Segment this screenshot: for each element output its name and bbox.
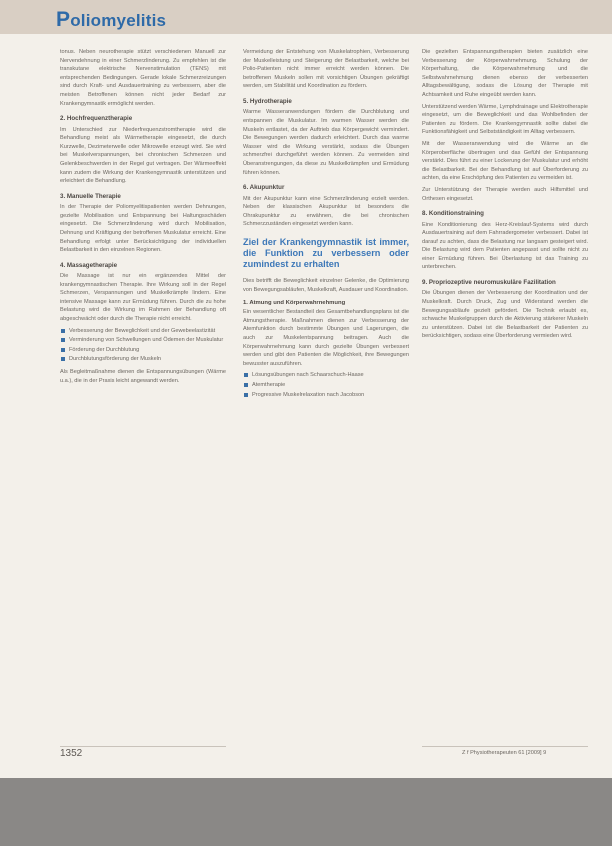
page-number: 1352: [60, 748, 83, 759]
section-6-heading: 6. Akupunktur: [243, 184, 285, 192]
highlight-text: Dies betrifft die Beweglichkeit einzelner Gelenke, die Optimierung von Bewegungsabläufen, Muskelkraft, Ausdauer und Koordination.: [243, 277, 409, 293]
section-5-heading: 5. Hydrotherapie: [243, 97, 292, 105]
section-9-heading: 9. Propriozeptive neuromuskuläre Fazilitation: [422, 279, 556, 287]
column2-intro: Vermeidung der Entstehung von Muskelatrophien, Verbesserung der Muskelleistung und Steigerung der Belastbarkeit, welche bei Polio-Patienten nicht immer erreicht werden können. Die betroffenen Muskeln sollen mit vorsichtigen Übungen gekräftigt werden, um Stabilität und Koordination zu fördern.: [243, 49, 409, 90]
page-title: [56, 8, 166, 32]
section-4-text: Die Massage ist nur ein ergänzendes Mittel der krankengymnastischen Therapie. Ihre Wirkung soll in der Regel Schmerzen, Verspannungen und Muskelkrämpfe lindern. Eine intensive Massage kann zur Ermüdung führen. Durch die zu hohe Belastung wird die Wirkung im Rahmen der Behandlung oft abgeschwächt oder durch die Therapie nicht erreicht.: [60, 273, 226, 323]
highlight-heading: Ziel der Krankengymnastik ist immer, die Funktion zu verbessern oder zumindest zu erhalten: [243, 236, 409, 269]
column1-intro: tonus. Neben neurotherapie stützt verschiedenen Manuell zur Nervendehnung in einer Schmerzlinderung. Zu empfehlen ist die transkutane elektrische Nervenstimulation (TENS) mit entsprechenden Bedingungen. Gerade lokale Schmerzreizungen sind durch Kraft- und Ausdauertraining zu verbessern, aber die meisten Betroffenen können nicht jeder Bedarf zur Krankengymnastik ermöglicht werden.: [60, 49, 226, 107]
title-initial: P: [56, 8, 71, 31]
section-1-heading: 1. Atmung und Körperwahrnehmung: [243, 300, 346, 307]
footer-rule: [422, 746, 588, 747]
column3-intro: Die gezielten Entspannungstherapien bieten zusätzlich eine Verbesserung der Körperwahrnehmung. Schulung der Körperhaltung, die Körperwahrnehmung und die Selbstwahrnehmung dienen ebenso der verbesserten Alltagsbewältigung, sodass die Lösung der Therapie mit Achtsamkeit und Ruhe eingeübt werden kann.: [422, 49, 588, 98]
section-6-text: Mit der Akupunktur kann eine Schmerzlinderung erzielt werden. Neben der klassischen Akupunktur ist besonders die Ohrakupunktur zu erwähnen, die bei chronischen Schmerzzuständen eingesetzt werden kann.: [243, 195, 409, 228]
section-2-text: Im Unterschied zur Niederfrequenzstromtherapie wird die Behandlung meist als Wärmetherapie eingesetzt, die durch Kurzwelle, Dezimeterwelle oder Mikrowelle erzeugt wird. Sie wird bei Muskelverspannungen, bei chronischen Schmerzen und Gelenkbeschwerden in der Regel gut vertragen. Der Wärmeeffekt kann zudem die Wirkung der Krankengymnastik unterstützen und erleichtert die Behandlung.: [60, 126, 226, 185]
relaxation-methods-list: [243, 371, 409, 399]
list-item: Atemtherapie: [243, 381, 409, 390]
text-column-1: [60, 48, 226, 388]
section-8-text: Eine Konditionierung des Herz-Kreislauf-Systems wird durch Ausdauertraining auf dem Fahrradergometer verbessert. Dabei ist darauf zu achten, dass die Belastung nur langsam gesteigert wird. Die Belastung wird dem Patienten angepasst und sollte nicht zu einer Ermüdung führen. Bei Überlastung ist das Training zu unterbrechen.: [422, 221, 588, 271]
title-rest: oliomyelitis: [70, 11, 167, 30]
section-2-heading: 2. Hochfrequenztherapie: [60, 115, 133, 123]
section-3-text: In der Therapie der Poliomyelitispatienten werden Dehnungen, gezielte Mobilisation und Entspannung bei Haltungsschäden eingesetzt. Die Schmerzlinderung wird durch Mobilisation, Dehnung und Kräftigung der betroffenen Muskulatur erreicht. Eine Behandlung erfolgt unter Berücksichtigung der individuellen Belastbarkeit in den einzelnen Regionen.: [60, 204, 226, 254]
section-8-heading: 8. Konditionstraining: [422, 210, 484, 218]
section-3-heading: 3. Manuelle Therapie: [60, 192, 121, 200]
column3-paragraph: Unterstützend werden Wärme, Lymphdrainage und Elektrotherapie eingesetzt, um die Beweglichkeit und das Wohlbefinden der Patienten zu fördern. Die Krankengymnastik sollte dabei die Funktionsfähigkeit und Selbstständigkeit im Alltag verbessern.: [422, 103, 588, 136]
column1-outro: Als Begleitmaßnahme dienen die Entspannungsübungen (Wärme u.a.), die in der Praxis leicht angewandt werden.: [60, 369, 226, 384]
section-1-text: Ein wesentlicher Bestandteil des Gesamtbehandlungsplans ist die Atmungstherapie. Maßnahmen dienen zur Verbesserung der Atemfunktion durch bestimmte Übungen und Lagerungen, die auch zur Muskelentspannung beitragen. Auch die Körperwahrnehmung kann durch gezielte Übungen verbessert werden und gibt den Patienten die Möglichkeit, ihre Bewegungen bewusster auszuführen.: [243, 309, 409, 367]
section-5-text: Warme Wasseranwendungen fördern die Durchblutung und entspannen die Muskulatur. Im warmen Wasser werden die Muskeln entlastet, da der Auftrieb das Körpergewicht vermindert. Die Bewegungen werden dadurch erleichtert. Durch das warme Wasser wird die Wirkung verstärkt, sodass die Übungen schmerzfrei durchgeführt werden können. Zu vermeiden sind Überanstrengungen, da diese zu Muskelkrämpfen und Ermüdung führen können.: [243, 109, 409, 176]
list-item: Verbesserung der Beweglichkeit und der Gewebeelastizität: [60, 327, 226, 336]
column3-paragraph: Zur Unterstützung der Therapie werden auch Hilfsmittel und Orthesen eingesetzt.: [422, 186, 588, 202]
text-column-3: [422, 48, 588, 344]
section-9-text: Die Übungen dienen der Verbesserung der Koordination und der Muskelkraft. Durch Druck, Zug und Widerstand werden die Bewegungsabläufe gezielt gefördert. Die Technik erlaubt es, schwache Muskelgruppen durch die Aktivierung stärkerer Muskeln zu unterstützen. Dabei ist die Belastbarkeit der Patienten zu berücksichtigen, sodass eine Überforderung vermieden wird.: [422, 290, 588, 340]
list-item: Förderung der Durchblutung: [60, 346, 226, 355]
journal-reference: Z f Physiotherapeuten 61 [2009] 9: [462, 750, 547, 756]
list-item: Lösungsübungen nach Schaarschuch-Haase: [243, 371, 409, 380]
footer-rule: [60, 746, 226, 747]
massage-benefits-list: [60, 327, 226, 364]
list-item: Verminderung von Schwellungen und Ödemen der Muskulatur: [60, 336, 226, 345]
list-item: Progressive Muskelrelaxation nach Jacobson: [243, 391, 409, 400]
section-4-heading: 4. Massagetherapie: [60, 261, 118, 269]
column3-paragraph: Mit der Wasseranwendung wird die Wärme an die Körperoberfläche übertragen und das Gefühl der Entspannung verstärkt. Dies führt zu einer Lockerung der Muskulatur und erhöht die Belastbarkeit. Bei der Behandlung ist auf Überforderung zu achten, da eine Erschöpfung des Patienten zu vermeiden ist.: [422, 140, 588, 182]
text-column-2: [243, 48, 409, 403]
list-item: Durchblutungsförderung der Muskeln: [60, 355, 226, 364]
scan-background: [0, 778, 612, 846]
